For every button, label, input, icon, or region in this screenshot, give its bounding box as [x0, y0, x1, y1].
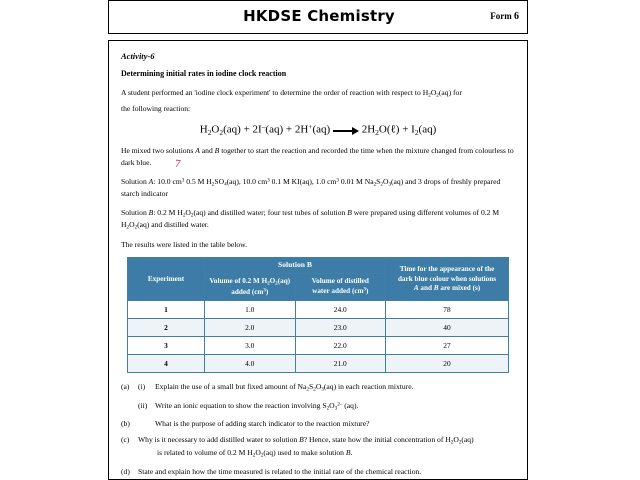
cell-time: 27 [386, 337, 509, 355]
cell-water: 21.0 [295, 355, 386, 373]
results-table [127, 257, 509, 373]
cell-experiment: 3 [128, 337, 205, 355]
table-body [128, 301, 509, 373]
question-label: (a) [121, 382, 130, 392]
table-header-row-1 [128, 258, 509, 273]
question-sub-label: (i) [138, 382, 146, 392]
question-item-b [119, 418, 517, 429]
header-solution-b: Solution B [205, 258, 386, 273]
form-label [490, 11, 519, 22]
question-item-d [119, 466, 517, 477]
page-title: HKDSE Chemistry [243, 7, 395, 25]
question-text: Why is it necessary to add distilled water to solution B? Hence, state how the initial concentration of $H_2O_2(aq)$ is related to volume of 0.2 M $H_2O_2(aq)$ used to make solution B. [138, 435, 474, 459]
question-item-a-i [119, 381, 517, 394]
question-sub-spacer [138, 418, 155, 429]
question-label [119, 400, 138, 413]
cell-experiment: 4 [128, 355, 205, 373]
cell-time: 78 [386, 301, 509, 319]
cell-h2o2: 3.0 [205, 337, 296, 355]
header-experiment: Experiment [128, 258, 205, 301]
header-volume-water: Volume of distilled water added $(cm^3)$ [295, 273, 386, 301]
question-item-a-ii [119, 400, 517, 413]
right-margin [532, 0, 640, 480]
table-row [128, 337, 509, 355]
question-list [119, 381, 517, 477]
table-row [128, 319, 509, 337]
worksheet-body [108, 40, 528, 480]
cell-h2o2: 1.0 [205, 301, 296, 319]
question-label: (d) [121, 466, 130, 476]
cell-time: 20 [386, 355, 509, 373]
question-text: State and explain how the time measured is related to the initial rate of the chemical reaction. [138, 466, 422, 476]
form-text: Form [490, 11, 512, 21]
cell-experiment: 2 [128, 319, 205, 337]
left-margin [0, 0, 108, 480]
cell-water: 24.0 [295, 301, 386, 319]
reaction-arrow-icon [333, 125, 359, 135]
table-row [128, 355, 509, 373]
cell-h2o2: 4.0 [205, 355, 296, 373]
cell-water: 22.0 [295, 337, 386, 355]
activity-label: Activity-6 [121, 51, 155, 61]
chemical-equation: $H_2O_2(aq) + 2I^-(aq) + 2H^+(aq)$ $2H_2O(\ell) + I_2(aq)$ [199, 122, 437, 138]
paragraph-mixing: He mixed two solutions A and B together to start the reaction and recorded the time when the mixture changed from colourless to dark blue. [121, 146, 514, 167]
question-text: Write an ionic equation to show the reaction involving $S_2O_3^{2-}$ (aq). [155, 400, 359, 412]
question-title: Determining initial rates in iodine clock reaction [121, 69, 287, 78]
intro-line-1: A student performed an 'iodine clock experiment' to determine the order of reaction with respect to $H_2O_2(aq)$ for [121, 88, 462, 99]
question-text: What is the purpose of adding starch indicator to the reaction mixture? [155, 418, 370, 428]
cell-water: 23.0 [295, 319, 386, 337]
cell-time: 40 [386, 319, 509, 337]
header-time: Time for the appearance of the dark blue colour when solutions A and B are mixed (s) [386, 258, 509, 301]
paragraph-solution-b: Solution B: 0.2 M $H_2O_2(aq)$ and distilled water; four test tubes of solution B were prepared using different volumes of 0.2 M $H_2O_2(aq)$ and distilled water. [121, 207, 500, 231]
paragraph-solution-a: Solution A: 10.0 $cm^3$ 0.5 M $H_2SO_4(aq)$, 10.0 $cm^3$ 0.1 M KI(aq), 1.0 $cm^3$ 0.01 M $Na_2S_2O_3(aq)$ and 3 drops of freshly prepared starch indicator [121, 176, 501, 199]
cell-h2o2: 2.0 [205, 319, 296, 337]
question-item-c [119, 434, 517, 460]
paragraph-results: The results were listed in the table below. [121, 239, 248, 249]
question-label: (c) [121, 435, 130, 445]
question-label: (b) [121, 418, 130, 428]
page-header [108, 0, 528, 34]
question-text: Explain the use of a small but fixed amount of $Na_2S_2O_3(aq)$ in each reaction mixture. [155, 382, 414, 393]
header-volume-h2o2: Volume of 0.2 M $H_2O_2(aq)$ added $(cm^3)$ [205, 273, 296, 301]
cell-experiment: 1 [128, 301, 205, 319]
question-sub-label: (ii) [138, 400, 148, 410]
intro-line-2: the following reaction: [121, 104, 191, 114]
handwritten-annotation: 7 [174, 157, 182, 171]
form-number: 6 [514, 11, 519, 22]
table-row [128, 301, 509, 319]
